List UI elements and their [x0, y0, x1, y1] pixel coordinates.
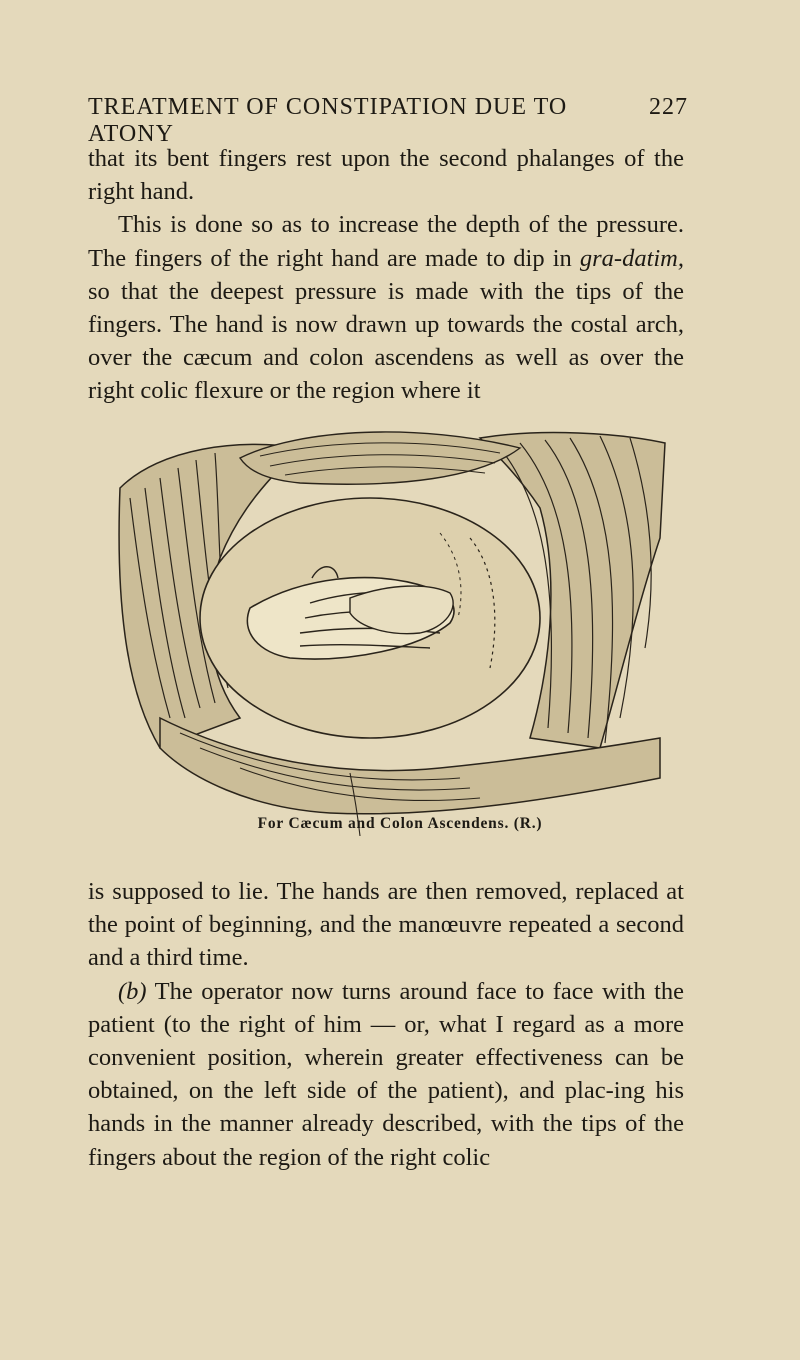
running-header [88, 94, 688, 148]
paragraph-text: The operator now turns around face to face with the patient (to the right of him — or, what I regard as a more convenient position, wherein greater effectiveness can be obtained, on the left side of the patient), and plac-ing his hands in the manner already described, with the tips of the fingers about the region of the right colic [88, 977, 684, 1171]
paragraph-text: This is done so as to increase the depth of the pressure. The fingers of the right hand are made to dip in [88, 211, 684, 272]
paragraph [88, 975, 684, 1174]
italic-term: gra-datim, [579, 244, 684, 272]
text-block-bottom [88, 875, 684, 1174]
paragraph: is supposed to lie. The hands are then removed, replaced at the point of beginning, and the manœuvre repeated a second and a third time. [88, 878, 684, 972]
figure-caption: For Cæcum and Colon Ascendens. (R.) [257, 815, 543, 832]
item-label: (b) [118, 977, 147, 1005]
paragraph: that its bent fingers rest upon the second phalanges of the right hand. [88, 145, 684, 206]
massage-illustration [100, 418, 670, 836]
paragraph-text: so that the deepest pressure is made with the tips of the fingers. The hand is now drawn up towards the costal arch, over the cæcum and colon ascendens as well as over the right colic flexure or the region where it [88, 277, 684, 405]
text-block-top [88, 142, 684, 408]
running-title: TREATMENT OF CONSTIPATION DUE TO ATONY [88, 94, 568, 147]
paragraph [88, 208, 684, 407]
page-number: 227 [649, 94, 688, 120]
